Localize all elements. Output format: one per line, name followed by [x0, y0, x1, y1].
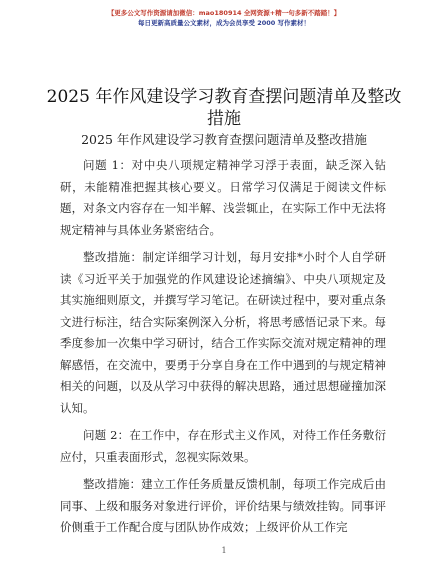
paragraph-problem-2: 问题 2：在工作中，存在形式主义作风，对待工作任务敷衍应付，只重表面形式，忽视实际效果。: [60, 428, 386, 464]
page-number: 1: [221, 546, 227, 555]
document-subtitle: 2025 年作风建设学习教育查摆问题清单及整改措施: [81, 132, 367, 147]
paragraph-problem-1: 问题 1：对中央八项规定精神学习浮于表面，缺乏深入钻研，未能精准把握其核心要义。日常学习仅满足于阅读文件标题，对条文内容存在一知半解、浅尝辄止，在实际工作中无法将规定精神与具体业务紧密结合。: [60, 158, 386, 237]
document-title: 2025 年作风建设学习教育查摆问题清单及整改措施: [46, 87, 402, 129]
document-body: [60, 155, 386, 539]
promo-banner: [0, 8, 448, 28]
promo-banner-line-1: 【更多公文写作资源请加微信：mao180914 全网资源+精一句多新不踏踏！】: [107, 9, 341, 17]
paragraph-measure-2: 整改措施：建立工作任务质量反馈机制，每项工作完成后由同事、上级和服务对象进行评价，评价结果与绩效挂钩。同事评价侧重于工作配合度与团队协作成效；上级评价从工作完: [60, 477, 386, 534]
promo-banner-line-2: 每日更新高质量公文素材，成为会员享受 2000 写作素材！: [137, 19, 311, 27]
paragraph-measure-1: 整改措施：制定详细学习计划，每月安排*小时个人自学研读《习近平关于加强党的作风建设论述摘编》、中央八项规定及其实施细则原文，并撰写学习笔记。在研读过程中，要对重点条文进行标注，结合实际案例深入分析，将思考感悟记录下来。每季度参加一次集中学习研讨，结合工作实际交流对规定精神的理解感悟，在交流中，要勇于分享自身在工作中遇到的与规定精神相关的问题，以及从学习中获得的解决思路，通过思想碰撞加深认知。: [60, 250, 386, 415]
